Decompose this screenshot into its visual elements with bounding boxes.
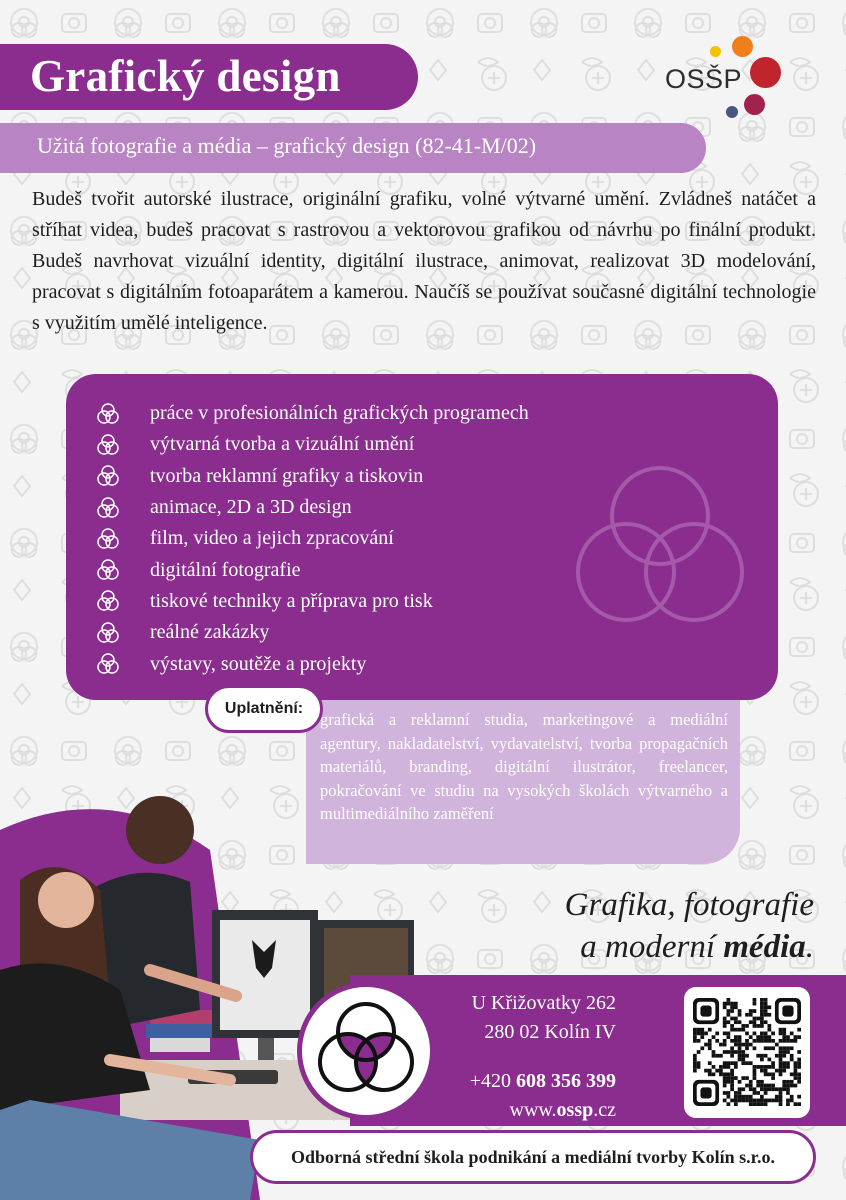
logo-text: OSŠP [665,64,743,94]
slogan-bold: média [723,929,806,965]
career-label: Uplatnění: [224,700,304,717]
intro-paragraph: Budeš tvořit autorské ilustrace, originální grafiku, volné výtvarné umění. Zvládneš natáčet a stříhat videa, budeš pracovat s rastrovou a vektorovou grafikou od návrhu po finální produkt. Budeš navrhovat vizuální identity, digitální ilustrace, animovat, realizovat 3D modelování, pracovat s digitálním fotoaparátem a kamerou. Naučíš se používat současné digitální technologie s využitím umělé inteligence. [32,188,816,334]
subtitle-banner [0,123,706,173]
triple-circles-icon [96,496,120,520]
qr-code-graphic [693,998,801,1106]
feature-item [96,492,529,523]
address [472,989,616,1047]
feature-text: výstavy, soutěže a projekty [150,652,367,675]
career-label-tag [205,685,323,733]
page-title: Grafický design [30,51,341,101]
triple-circles-icon [96,464,120,488]
feature-text: digitální fotografie [150,558,301,581]
feature-item [96,617,529,648]
feature-text: film, video a jejich zpracování [150,527,394,550]
triple-circles-icon [96,558,120,582]
logo-dot-blue [726,106,738,118]
triple-circles-icon [96,589,120,613]
features-box [66,374,778,700]
feature-item [96,554,529,585]
phone-prefix: +420 [469,1070,516,1092]
feature-item [96,461,529,492]
slogan-line-2 [565,926,814,968]
feature-item [96,523,529,554]
slogan-post: . [805,929,814,965]
logo-dot-yellow [710,46,721,57]
slogan-pre: a moderní [580,929,724,965]
career-box [306,700,740,864]
address-city: 280 02 Kolín IV [484,1021,616,1043]
feature-text: výtvarná tvorba a vizuální umění [150,433,415,456]
feature-text: animace, 2D a 3D design [150,496,352,519]
feature-text: práce v profesionálních grafických programech [150,402,529,425]
brand-mark [297,982,435,1120]
feature-item [96,586,529,617]
school-name-bar [250,1130,816,1184]
decorative-circles-icon [568,460,748,640]
feature-text: tiskové techniky a příprava pro tisk [150,589,433,612]
triple-circles-icon [96,621,120,645]
feature-text: tvorba reklamní grafiky a tiskovin [150,464,424,487]
feature-item [96,398,529,429]
school-logo [660,36,790,118]
slogan-line-1: Grafika, fotografie [564,887,814,923]
program-subtitle: Užitá fotografie a média – grafický design (82-41-M/02) [37,133,537,158]
school-name: Odborná střední škola podnikání a mediální tvorby Kolín s.r.o. [291,1146,775,1167]
triple-circles-icon [96,402,120,426]
triple-circles-logo [307,992,425,1110]
logo-dot-wine [744,94,765,115]
title-banner [0,44,418,110]
career-text: grafická a reklamní studia, marketingové a mediální agentury, nakladatelství, vydavatelství, tvorba propagačních materiálů, branding, digitální ilustrátor, freelancer, pokračování ve studiu na vysokých školách výtvarného a multimediálního zaměření [320,710,728,823]
triple-circles-icon [96,652,120,676]
slogan [565,884,814,968]
phone-web [470,1067,616,1125]
feature-item [96,429,529,460]
logo-dot-orange [732,36,753,57]
qr-code[interactable] [684,987,810,1118]
web-bold: ossp [556,1099,594,1121]
triple-circles-icon [96,433,120,457]
web-post: .cz [593,1099,616,1121]
logo-dot-red [750,57,781,88]
feature-item [96,648,529,679]
website-link[interactable] [470,1096,616,1125]
address-street: U Křižovatky 262 [471,992,616,1014]
phone-number[interactable] [470,1067,616,1096]
features-list [96,398,529,680]
feature-text: reálné zakázky [150,621,270,644]
web-pre: www. [509,1099,557,1121]
phone-number-bold: 608 356 399 [516,1070,616,1092]
triple-circles-icon [96,527,120,551]
